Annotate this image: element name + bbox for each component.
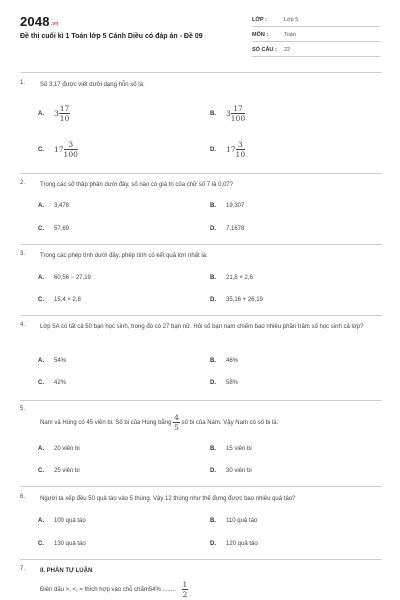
option-c[interactable] bbox=[38, 468, 80, 474]
option-c[interactable] bbox=[38, 226, 69, 232]
fraction bbox=[59, 104, 71, 123]
divider bbox=[20, 72, 382, 73]
fraction-denominator: 2 bbox=[182, 590, 188, 599]
option-letter: C. bbox=[38, 468, 44, 474]
fraction-numerator: 17 bbox=[59, 104, 70, 113]
option-d[interactable] bbox=[210, 468, 252, 474]
fraction-numerator: 4 bbox=[174, 413, 179, 422]
section-heading: II. PHẦN TỰ LUẬN bbox=[40, 568, 93, 574]
divider bbox=[20, 400, 382, 401]
option-letter: B. bbox=[210, 203, 216, 209]
question-text-before: Nam và Hùng có 45 viên bi. Số bi của Hùng bằng bbox=[40, 420, 172, 427]
option-b[interactable] bbox=[210, 358, 238, 364]
option-a[interactable] bbox=[38, 518, 86, 524]
option-letter: D. bbox=[210, 541, 216, 547]
option-letter: B. bbox=[210, 275, 216, 281]
option-d[interactable] bbox=[210, 140, 245, 159]
option-text: 3,478 bbox=[54, 203, 70, 209]
site-logo[interactable] bbox=[20, 14, 59, 29]
option-text: 42% bbox=[54, 380, 67, 386]
option-b[interactable] bbox=[210, 518, 257, 524]
fraction-numerator: 1 bbox=[182, 580, 188, 589]
option-letter: A. bbox=[38, 203, 44, 209]
option-letter: C. bbox=[38, 147, 44, 154]
option-c[interactable] bbox=[38, 380, 66, 386]
option-letter: B. bbox=[210, 446, 216, 452]
option-a[interactable] bbox=[38, 358, 66, 364]
meta-key: LỚP : bbox=[252, 17, 267, 23]
meta-subject bbox=[252, 29, 380, 42]
fraction bbox=[173, 413, 180, 432]
mixed-whole: 17 bbox=[54, 145, 64, 154]
question-text: Trong các số thập phân dưới đây, số nào có giá trị của chữ số 7 là 0,07? bbox=[40, 182, 234, 188]
meta-value: Lớp 5 bbox=[284, 17, 299, 23]
option-text: 35,16 + 26,19 bbox=[226, 297, 263, 303]
option-text: 19,307 bbox=[226, 203, 245, 209]
meta-count bbox=[252, 44, 380, 57]
question-number: 7. bbox=[20, 566, 26, 572]
divider bbox=[20, 559, 382, 560]
option-d[interactable] bbox=[210, 297, 263, 303]
question-text-main: Điền dấu >, <, = thích hợp vào chỗ chấm54% ........ bbox=[40, 587, 176, 594]
meta-class bbox=[252, 14, 380, 27]
option-text: 54% bbox=[54, 358, 67, 364]
divider bbox=[20, 486, 382, 487]
option-text: 58% bbox=[226, 380, 239, 386]
option-letter: D. bbox=[210, 226, 216, 232]
option-letter: C. bbox=[38, 297, 44, 303]
option-text: 100 quả táo bbox=[54, 518, 86, 524]
option-letter: B. bbox=[210, 111, 216, 118]
option-letter: D. bbox=[210, 147, 216, 154]
question-5 bbox=[20, 406, 382, 438]
fraction bbox=[182, 580, 189, 599]
option-d[interactable] bbox=[210, 541, 258, 547]
mixed-whole: 3 bbox=[226, 109, 231, 118]
option-c[interactable] bbox=[38, 297, 81, 303]
question-text bbox=[40, 580, 188, 599]
option-b[interactable] bbox=[210, 275, 253, 281]
option-d[interactable] bbox=[210, 380, 238, 386]
divider bbox=[20, 244, 382, 245]
option-letter: C. bbox=[38, 226, 44, 232]
option-b[interactable] bbox=[210, 104, 245, 123]
option-c[interactable] bbox=[38, 140, 78, 159]
option-letter: D. bbox=[210, 297, 216, 303]
option-d[interactable] bbox=[210, 226, 244, 232]
option-text: 25 viên bi bbox=[54, 468, 80, 474]
option-letter: D. bbox=[210, 380, 216, 386]
mixed-whole: 3 bbox=[54, 109, 59, 118]
option-text: 30 viên bi bbox=[226, 468, 252, 474]
fraction-numerator: 3 bbox=[236, 140, 246, 150]
question-text: Lớp 5A có tất cả 50 bạn học sinh, trong đó có 27 bạn nữ. Hỏi số bạn nam chiếm bao nhiêu phần trăm số học sinh cả lớp? bbox=[40, 324, 364, 330]
option-a[interactable] bbox=[38, 104, 70, 123]
meta-key: MÔN : bbox=[252, 32, 269, 38]
fraction-numerator: 17 bbox=[231, 104, 245, 114]
option-text: 60,56 − 27,19 bbox=[54, 275, 91, 281]
option-text: 130 quả táo bbox=[54, 541, 86, 547]
option-b[interactable] bbox=[210, 446, 252, 452]
mixed-whole: 17 bbox=[226, 145, 236, 154]
question-number: 4. bbox=[20, 322, 26, 328]
option-letter: C. bbox=[38, 380, 44, 386]
option-letter: B. bbox=[210, 358, 216, 364]
fraction-denominator: 100 bbox=[63, 150, 78, 159]
question-number: 3. bbox=[20, 251, 26, 257]
option-letter: B. bbox=[210, 518, 216, 524]
fraction-denominator: 10 bbox=[235, 150, 246, 159]
option-a[interactable] bbox=[38, 275, 91, 281]
option-letter: C. bbox=[38, 541, 44, 547]
fraction bbox=[64, 140, 78, 159]
option-letter: A. bbox=[38, 446, 44, 452]
option-a[interactable] bbox=[38, 203, 69, 209]
fraction bbox=[231, 104, 245, 123]
option-text: 120 quả táo bbox=[226, 541, 258, 547]
logo-domain: .vn bbox=[50, 21, 59, 27]
fraction bbox=[236, 140, 246, 159]
fraction-denominator: 5 bbox=[174, 423, 179, 432]
option-text: 110 quả táo bbox=[226, 518, 258, 524]
meta-key: SỐ CÂU : bbox=[252, 47, 277, 53]
option-c[interactable] bbox=[38, 541, 86, 547]
option-text: 20 viên bi bbox=[54, 446, 80, 452]
question-text: Người ta xếp đều 50 quả táo vào 5 thùng. Vậy 12 thùng như thế đựng được bao nhiêu quả táo? bbox=[40, 496, 296, 502]
fraction-numerator: 3 bbox=[64, 140, 78, 150]
question-number: 2. bbox=[20, 180, 26, 186]
question-text: Số 3,17 được viết dưới dạng hỗn số là: bbox=[40, 82, 145, 88]
meta-value: Toán bbox=[284, 32, 296, 38]
option-text: 15 viên bi bbox=[226, 446, 252, 452]
page-header bbox=[0, 0, 400, 72]
meta-value: 22 bbox=[284, 47, 291, 53]
question-text bbox=[40, 413, 278, 432]
option-text: 57,69 bbox=[54, 226, 70, 232]
option-b[interactable] bbox=[210, 203, 244, 209]
option-text: 46% bbox=[226, 358, 239, 364]
option-letter: A. bbox=[38, 275, 44, 281]
fraction-denominator: 10 bbox=[59, 114, 70, 123]
option-letter: A. bbox=[38, 358, 44, 364]
page-title: Đề thi cuối kì 1 Toán lớp 5 Cánh Diều có đáp án - Đề 09 bbox=[20, 33, 203, 40]
divider bbox=[20, 315, 382, 316]
question-number: 5. bbox=[20, 406, 26, 412]
option-text: 7,1678 bbox=[226, 226, 245, 232]
logo-text: 2048 bbox=[20, 14, 50, 29]
option-text: 15,4 × 2,8 bbox=[54, 297, 81, 303]
option-text: 21,8 × 2,6 bbox=[226, 275, 253, 281]
divider bbox=[20, 173, 382, 174]
option-letter: A. bbox=[38, 518, 44, 524]
question-number: 6. bbox=[20, 494, 26, 500]
option-letter: D. bbox=[210, 468, 216, 474]
question-number: 1. bbox=[20, 80, 26, 86]
question-text: Trong các phép tính dưới đây, phép tính có kết quả lớn nhất là: bbox=[40, 253, 208, 259]
question-text-after: số bi của Nam. Vậy Nam có số bi là: bbox=[181, 420, 279, 427]
option-letter: A. bbox=[38, 111, 44, 118]
option-a[interactable] bbox=[38, 446, 80, 452]
fraction-denominator: 100 bbox=[230, 114, 246, 123]
